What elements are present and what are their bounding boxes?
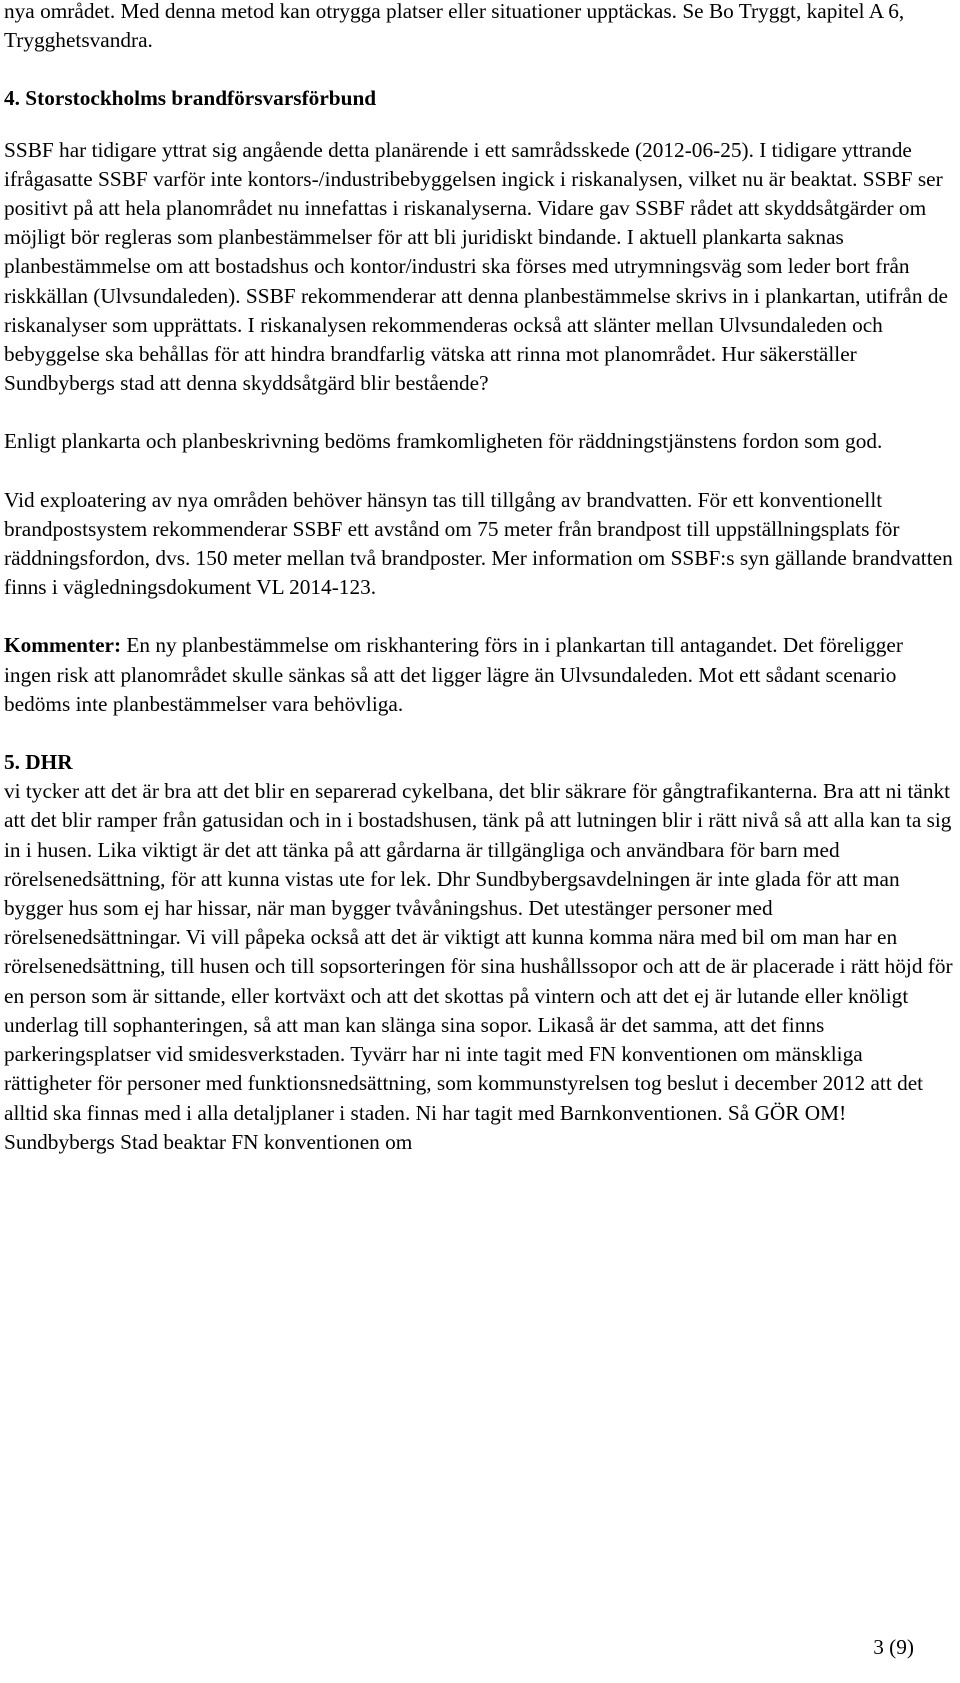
- section-heading-ssbf: 4. Storstockholms brandförsvarsförbund: [4, 86, 377, 111]
- ssbf-paragraph-2: Enligt plankarta och planbeskrivning bedöms framkomligheten för räddningstjänstens fordon som god.: [4, 429, 883, 454]
- comment-label: Kommenter:: [4, 633, 122, 658]
- comment-paragraph: [4, 631, 954, 719]
- dhr-paragraph-1: vi tycker att det är bra att det blir en separerad cykelbana, det blir säkrare för gångtrafikanterna. Bra att ni tänkt att det blir ramper från gatusidan och in i bostadshusen, tänk på att lutningen blir i rätt nivå så att alla kan ta sig in i husen. Lika viktigt är det att tänka på att gårdarna är tillgängliga och användbara för barn med rörelsenedsättning, för att kunna vistas ute for lek. Dhr Sundbybergsavdelningen är inte glada för att man bygger hus som ej har hissar, när man bygger tvåvåningshus. Det utestänger personer med rörelsenedsättningar. Vi vill påpeka också att det är viktigt att kunna komma nära med bil om man har en rörelsenedsättning, till husen och till sopsorteringen för sina hushållssopor och att de är placerade i rätt höjd för en person som är sittande, eller kortväxt och att det skottas på vintern och att det ej är lutande eller knöligt underlag till sophanteringen, så att man kan slänga sina sopor. Likaså är det samma, att det finns parkeringsplatser vid smidesverkstaden. Tyvärr har ni inte tagit med FN konventionen om mänskliga rättigheter för personer med funktionsnedsättning, som kommunstyrelsen tog beslut i december 2012 att det alltid ska finnas med i alla detaljplaner i staden. Ni har tagit med Barnkonventionen. Så GÖR OM! Sundbybergs Stad beaktar FN konventionen om: [4, 779, 953, 1154]
- section-heading-dhr: 5. DHR: [4, 750, 73, 775]
- ssbf-paragraph-3: Vid exploatering av nya områden behöver hänsyn tas till tillgång av brandvatten. För ett konventionellt brandpostsystem rekommenderar SSBF ett avstånd om 75 meter från brandpost till uppställningsplats för räddningsfordon, dvs. 150 meter mellan två brandposter. Mer information om SSBF:s syn gällande brandvatten finns i vägledningsdokument VL 2014-123.: [4, 487, 953, 600]
- document-body: [4, 0, 954, 1157]
- page-number: 3 (9): [873, 1635, 914, 1659]
- intro-paragraph: nya området. Med denna metod kan otrygga platser eller situationer upptäckas. Se Bo Tryggt, kapitel A 6, Trygghetsvandra.: [4, 0, 905, 53]
- ssbf-paragraph-1: SSBF har tidigare yttrat sig angående detta planärende i ett samrådsskede (2012-06-25). I tidigare yttrande ifrågasatte SSBF varför inte kontors-/industribebyggelsen ingick i riskanalysen, vilket nu är beaktat. SSBF ser positivt på att hela planområdet nu innefattas i riskanalyserna. Vidare gav SSBF rådet att skyddsåtgärder om möjligt bör regleras som planbestämmelser för att bli juridiskt bindande. I aktuell plankarta saknas planbestämmelse om att bostadshus och kontor/industri ska förses med utrymningsväg som leder bort från riskkällan (Ulvsundaleden). SSBF rekommenderar att denna planbestämmelse skrivs in i plankartan, utifrån de riskanalyser som upprättats. I riskanalysen rekommenderas också att slänter mellan Ulvsundaleden och bebyggelse ska behållas för att hindra brandfarlig vätska att rinna mot planområdet. Hur säkerställer Sundbybergs stad att denna skyddsåtgärd blir bestående?: [4, 137, 948, 396]
- comment-text: En ny planbestämmelse om riskhantering förs in i plankartan till antagandet. Det föreligger ingen risk att planområdet skulle sänkas så att det ligger lägre än Ulvsundaleden. Mot ett sådant scenario bedöms inte planbestämmelser vara behövliga.: [4, 633, 903, 716]
